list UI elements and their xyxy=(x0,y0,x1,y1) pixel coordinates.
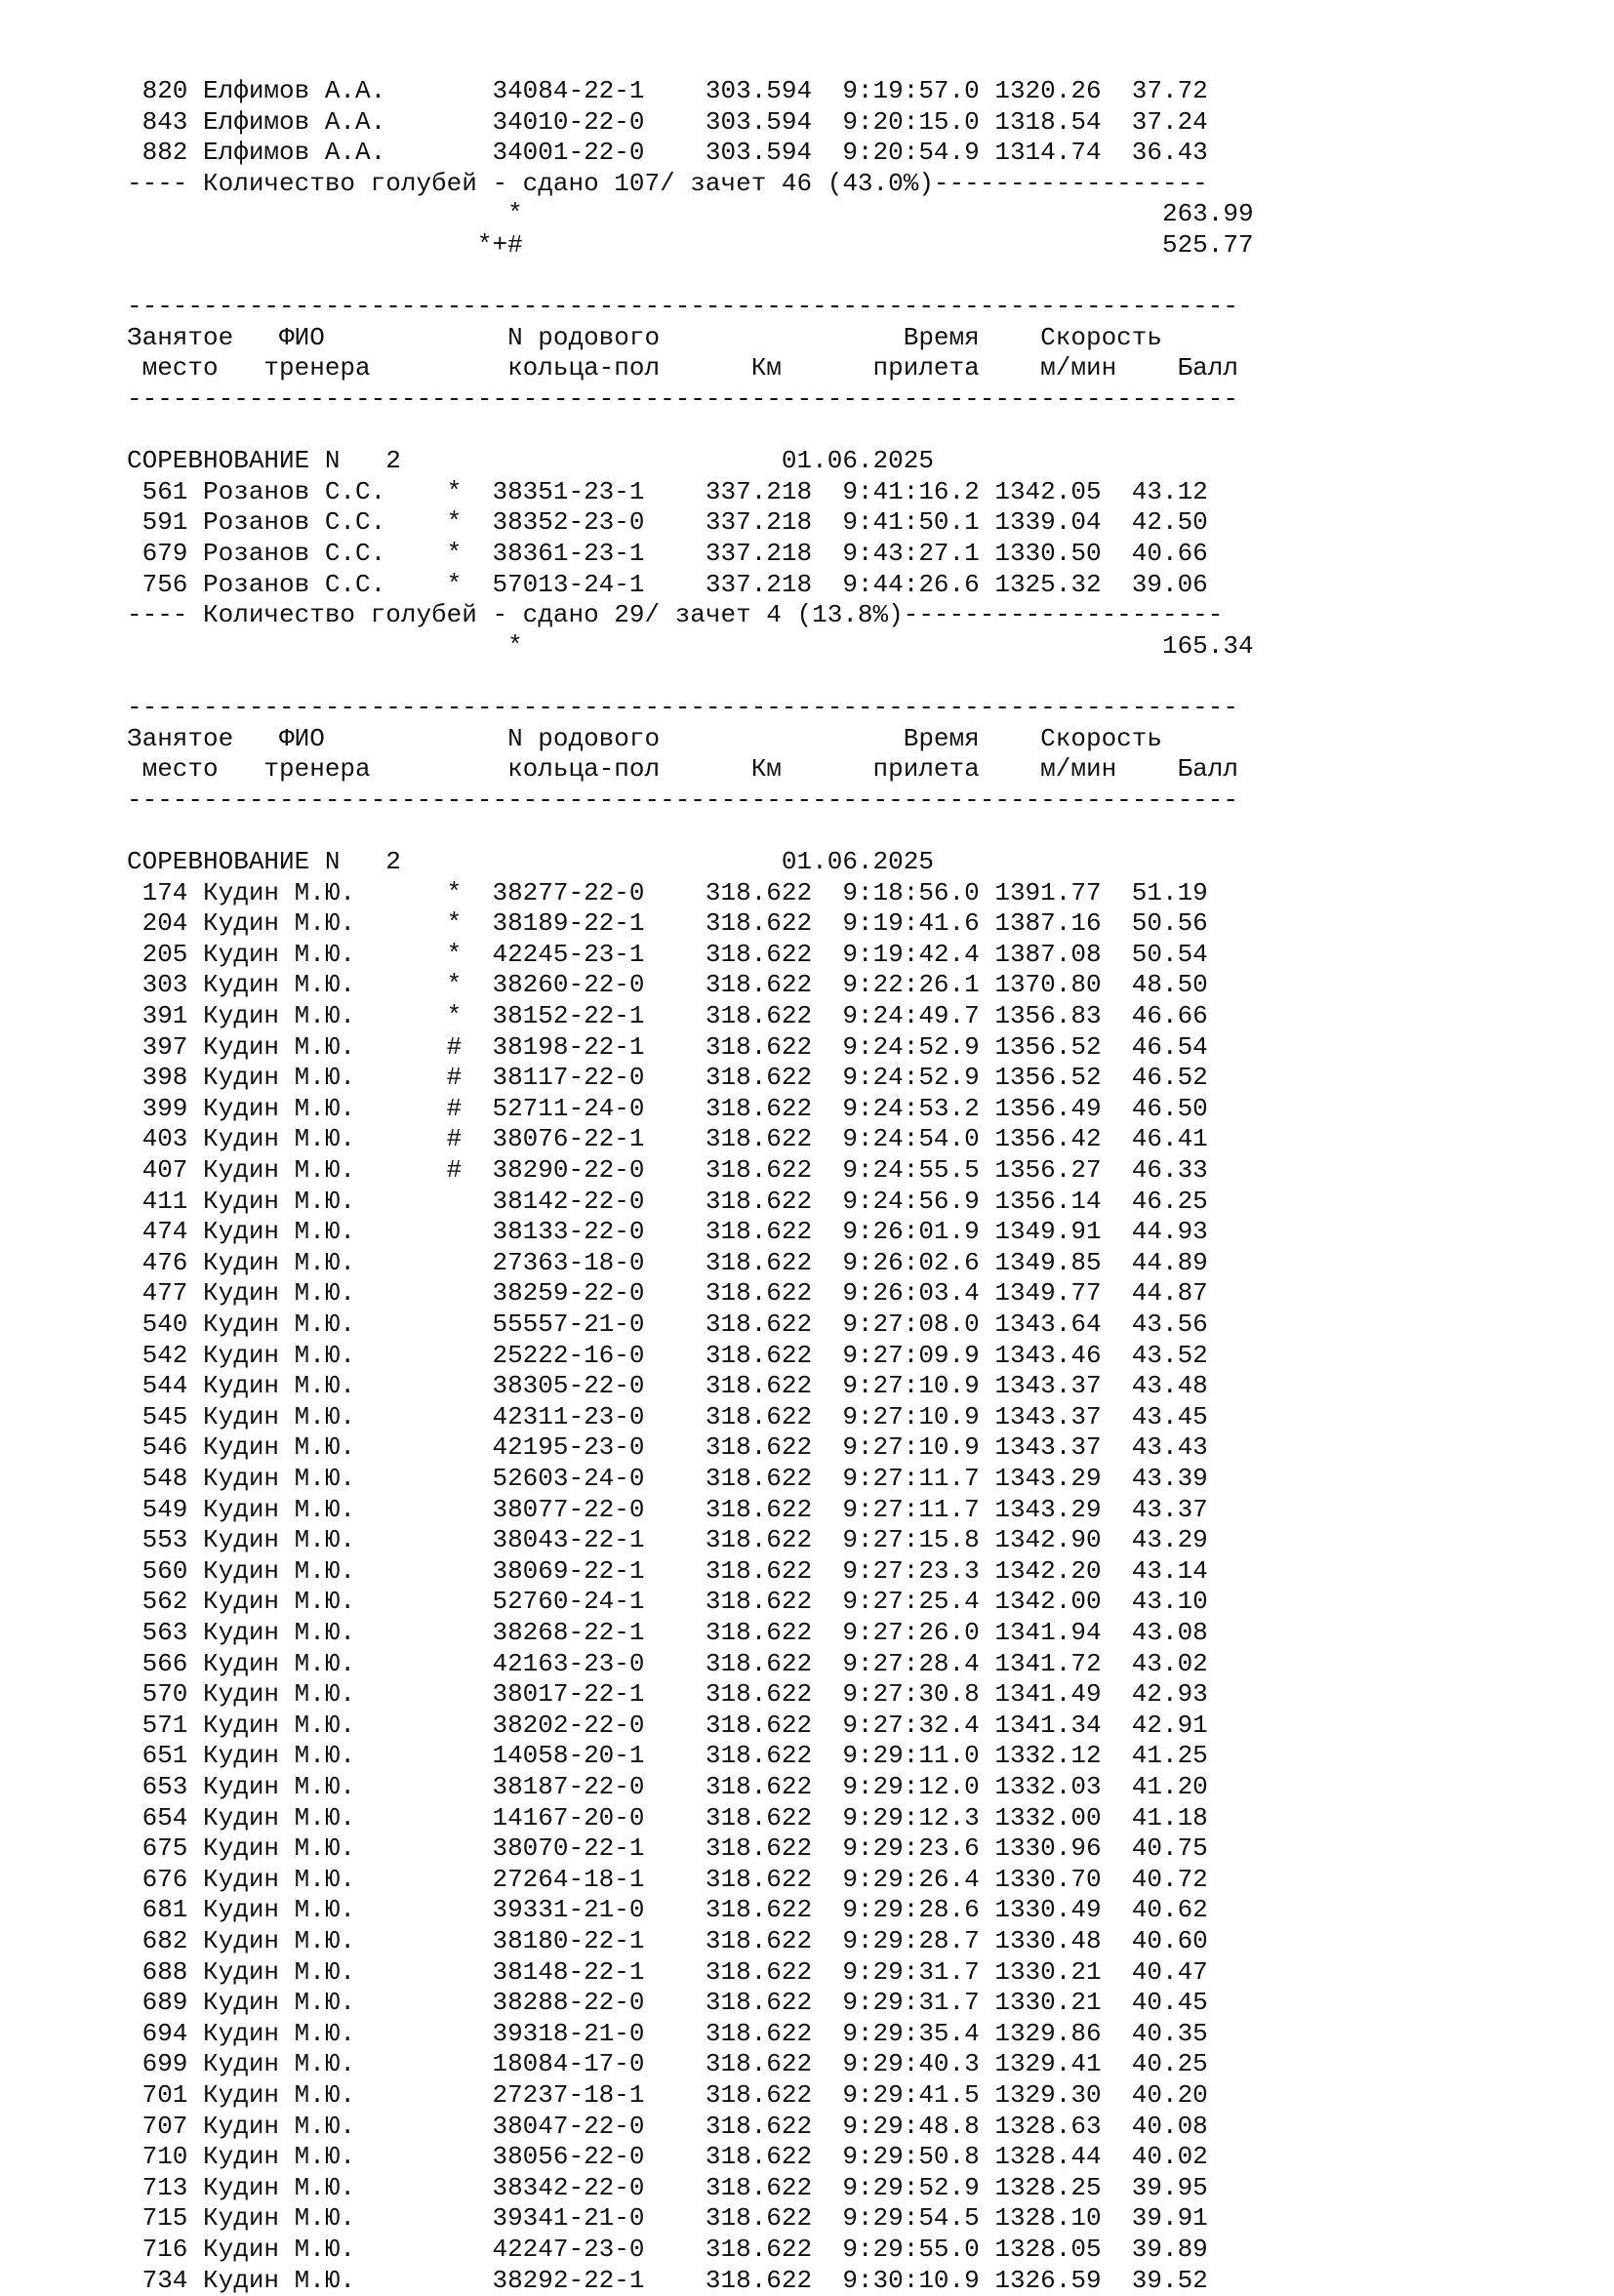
header-separator: ------------------------------------------------------------------------- xyxy=(127,384,1238,414)
result-row: 204 Кудин М.Ю. * 38189-22-1 318.622 9:19:41.6 1387.16 50.56 xyxy=(127,908,1208,939)
result-row: 549 Кудин М.Ю. 38077-22-0 318.622 9:27:11.7 1343.29 43.37 xyxy=(127,1494,1208,1524)
result-row: 654 Кудин М.Ю. 14167-20-0 318.622 9:29:12.3 1332.00 41.18 xyxy=(127,1802,1208,1833)
header-separator: ------------------------------------------------------------------------- xyxy=(127,693,1238,722)
result-row: 545 Кудин М.Ю. 42311-23-0 318.622 9:27:10.9 1343.37 43.45 xyxy=(127,1401,1208,1431)
result-row: 591 Розанов С.С. * 38352-23-0 337.218 9:41:50.1 1339.04 42.50 xyxy=(127,507,1208,538)
result-row: 548 Кудин М.Ю. 52603-24-0 318.622 9:27:11.7 1343.29 43.39 xyxy=(127,1464,1208,1493)
result-row: 476 Кудин М.Ю. 27363-18-0 318.622 9:26:02.6 1349.85 44.89 xyxy=(127,1247,1208,1277)
result-row: 397 Кудин М.Ю. # 38198-22-1 318.622 9:24:52.9 1356.52 46.54 xyxy=(127,1031,1208,1062)
points-total: *+# 525.77 xyxy=(127,230,1254,260)
result-row: 653 Кудин М.Ю. 38187-22-0 318.622 9:29:12.0 1332.03 41.20 xyxy=(127,1772,1208,1801)
header-separator: ------------------------------------------------------------------------- xyxy=(127,292,1238,322)
result-row: 694 Кудин М.Ю. 39318-21-0 318.622 9:29:35.4 1329.86 40.35 xyxy=(127,2018,1208,2048)
result-row: 174 Кудин М.Ю. * 38277-22-0 318.622 9:18:56.0 1391.77 51.19 xyxy=(127,877,1208,907)
result-row: 562 Кудин М.Ю. 52760-24-1 318.622 9:27:25.4 1342.00 43.10 xyxy=(127,1587,1208,1617)
points-total: * 263.99 xyxy=(127,199,1254,229)
result-row: 882 Елфимов А.А. 34001-22-0 303.594 9:20:54.9 1314.74 36.43 xyxy=(127,138,1208,168)
result-row: 716 Кудин М.Ю. 42247-23-0 318.622 9:29:55.0 1328.05 39.89 xyxy=(127,2235,1208,2264)
result-row: 544 Кудин М.Ю. 38305-22-0 318.622 9:27:10.9 1343.37 43.48 xyxy=(127,1371,1208,1401)
result-row: 715 Кудин М.Ю. 39341-21-0 318.622 9:29:54.5 1328.10 39.91 xyxy=(127,2203,1208,2234)
column-header-line-1: Занятое ФИО N родового Время Скорость xyxy=(127,322,1254,352)
header-separator: ------------------------------------------------------------------------- xyxy=(127,785,1238,815)
result-row: 713 Кудин М.Ю. 38342-22-0 318.622 9:29:52.9 1328.25 39.95 xyxy=(127,2172,1208,2202)
result-row: 303 Кудин М.Ю. * 38260-22-0 318.622 9:22:26.1 1370.80 48.50 xyxy=(127,970,1208,1000)
result-row: 571 Кудин М.Ю. 38202-22-0 318.622 9:27:32.4 1341.34 42.91 xyxy=(127,1710,1208,1740)
result-row: 699 Кудин М.Ю. 18084-17-0 318.622 9:29:40.3 1329.41 40.25 xyxy=(127,2049,1208,2079)
result-row: 391 Кудин М.Ю. * 38152-22-1 318.622 9:24:49.7 1356.83 46.66 xyxy=(127,1001,1208,1030)
result-row: 477 Кудин М.Ю. 38259-22-0 318.622 9:26:03.4 1349.77 44.87 xyxy=(127,1278,1208,1309)
column-header-line-1: Занятое ФИО N родового Время Скорость xyxy=(127,723,1254,753)
column-header-line-2: место тренера кольца-пол Км прилета м/мин Балл xyxy=(127,754,1238,785)
result-row: 398 Кудин М.Ю. # 38117-22-0 318.622 9:24:52.9 1356.52 46.52 xyxy=(127,1063,1208,1093)
result-row: 688 Кудин М.Ю. 38148-22-1 318.622 9:29:31.7 1330.21 40.47 xyxy=(127,1956,1208,1987)
result-row: 570 Кудин М.Ю. 38017-22-1 318.622 9:27:30.8 1341.49 42.93 xyxy=(127,1679,1208,1710)
result-row: 651 Кудин М.Ю. 14058-20-1 318.622 9:29:11.0 1332.12 41.25 xyxy=(127,1741,1208,1771)
result-row: 411 Кудин М.Ю. 38142-22-0 318.622 9:24:56.9 1356.14 46.25 xyxy=(127,1186,1208,1216)
competition-title: СОРЕВНОВАНИЕ N 2 01.06.2025 xyxy=(127,847,934,876)
result-row: 710 Кудин М.Ю. 38056-22-0 318.622 9:29:50.8 1328.44 40.02 xyxy=(127,2142,1208,2172)
result-row: 734 Кудин М.Ю. 38292-22-1 318.622 9:30:10.9 1326.59 39.52 xyxy=(127,2265,1208,2295)
competition-title: СОРЕВНОВАНИЕ N 2 01.06.2025 xyxy=(127,446,934,476)
result-row: 675 Кудин М.Ю. 38070-22-1 318.622 9:29:23.6 1330.96 40.75 xyxy=(127,1833,1208,1864)
result-row: 566 Кудин М.Ю. 42163-23-0 318.622 9:27:28.4 1341.72 43.02 xyxy=(127,1648,1208,1678)
result-row: 560 Кудин М.Ю. 38069-22-1 318.622 9:27:23.3 1342.20 43.14 xyxy=(127,1555,1208,1586)
result-row: 682 Кудин М.Ю. 38180-22-1 318.622 9:29:28.7 1330.48 40.60 xyxy=(127,1926,1208,1955)
summary-line: ---- Количество голубей - сдано 107/ зачет 46 (43.0%)------------------ xyxy=(127,168,1208,198)
result-row: 689 Кудин М.Ю. 38288-22-0 318.622 9:29:31.7 1330.21 40.45 xyxy=(127,1988,1208,2018)
result-row: 542 Кудин М.Ю. 25222-16-0 318.622 9:27:09.9 1343.46 43.52 xyxy=(127,1340,1208,1370)
column-header-line-2: место тренера кольца-пол Км прилета м/мин Балл xyxy=(127,353,1238,383)
result-row: 561 Розанов С.С. * 38351-23-1 337.218 9:41:16.2 1342.05 43.12 xyxy=(127,476,1208,506)
summary-line: ---- Количество голубей - сдано 29/ зачет 4 (13.8%)--------------------- xyxy=(127,600,1224,630)
result-row: 820 Елфимов А.А. 34084-22-1 303.594 9:19:57.0 1320.26 37.72 xyxy=(127,76,1208,105)
result-row: 701 Кудин М.Ю. 27237-18-1 318.622 9:29:41.5 1329.30 40.20 xyxy=(127,2080,1208,2110)
result-row: 399 Кудин М.Ю. # 52711-24-0 318.622 9:24:53.2 1356.49 46.50 xyxy=(127,1093,1208,1123)
result-row: 681 Кудин М.Ю. 39331-21-0 318.622 9:29:28.6 1330.49 40.62 xyxy=(127,1895,1208,1925)
result-row: 756 Розанов С.С. * 57013-24-1 337.218 9:44:26.6 1325.32 39.06 xyxy=(127,569,1208,599)
result-row: 679 Розанов С.С. * 38361-23-1 337.218 9:43:27.1 1330.50 40.66 xyxy=(127,539,1208,568)
result-row: 540 Кудин М.Ю. 55557-21-0 318.622 9:27:08.0 1343.64 43.56 xyxy=(127,1309,1208,1339)
result-row: 403 Кудин М.Ю. # 38076-22-1 318.622 9:24:54.0 1356.42 46.41 xyxy=(127,1124,1208,1154)
points-total: * 165.34 xyxy=(127,630,1254,661)
result-row: 205 Кудин М.Ю. * 42245-23-1 318.622 9:19:42.4 1387.08 50.54 xyxy=(127,939,1208,969)
result-row: 676 Кудин М.Ю. 27264-18-1 318.622 9:29:26.4 1330.70 40.72 xyxy=(127,1864,1208,1894)
result-row: 553 Кудин М.Ю. 38043-22-1 318.622 9:27:15.8 1342.90 43.29 xyxy=(127,1525,1208,1555)
result-row: 474 Кудин М.Ю. 38133-22-0 318.622 9:26:01.9 1349.91 44.93 xyxy=(127,1217,1208,1247)
result-row: 546 Кудин М.Ю. 42195-23-0 318.622 9:27:10.9 1343.37 43.43 xyxy=(127,1432,1208,1463)
result-row: 707 Кудин М.Ю. 38047-22-0 318.622 9:29:48.8 1328.63 40.08 xyxy=(127,2111,1208,2141)
result-row: 407 Кудин М.Ю. # 38290-22-0 318.622 9:24:55.5 1356.27 46.33 xyxy=(127,1155,1208,1185)
result-row: 563 Кудин М.Ю. 38268-22-1 318.622 9:27:26.0 1341.94 43.08 xyxy=(127,1618,1208,1647)
result-row: 843 Елфимов А.А. 34010-22-0 303.594 9:20:15.0 1318.54 37.24 xyxy=(127,106,1208,137)
